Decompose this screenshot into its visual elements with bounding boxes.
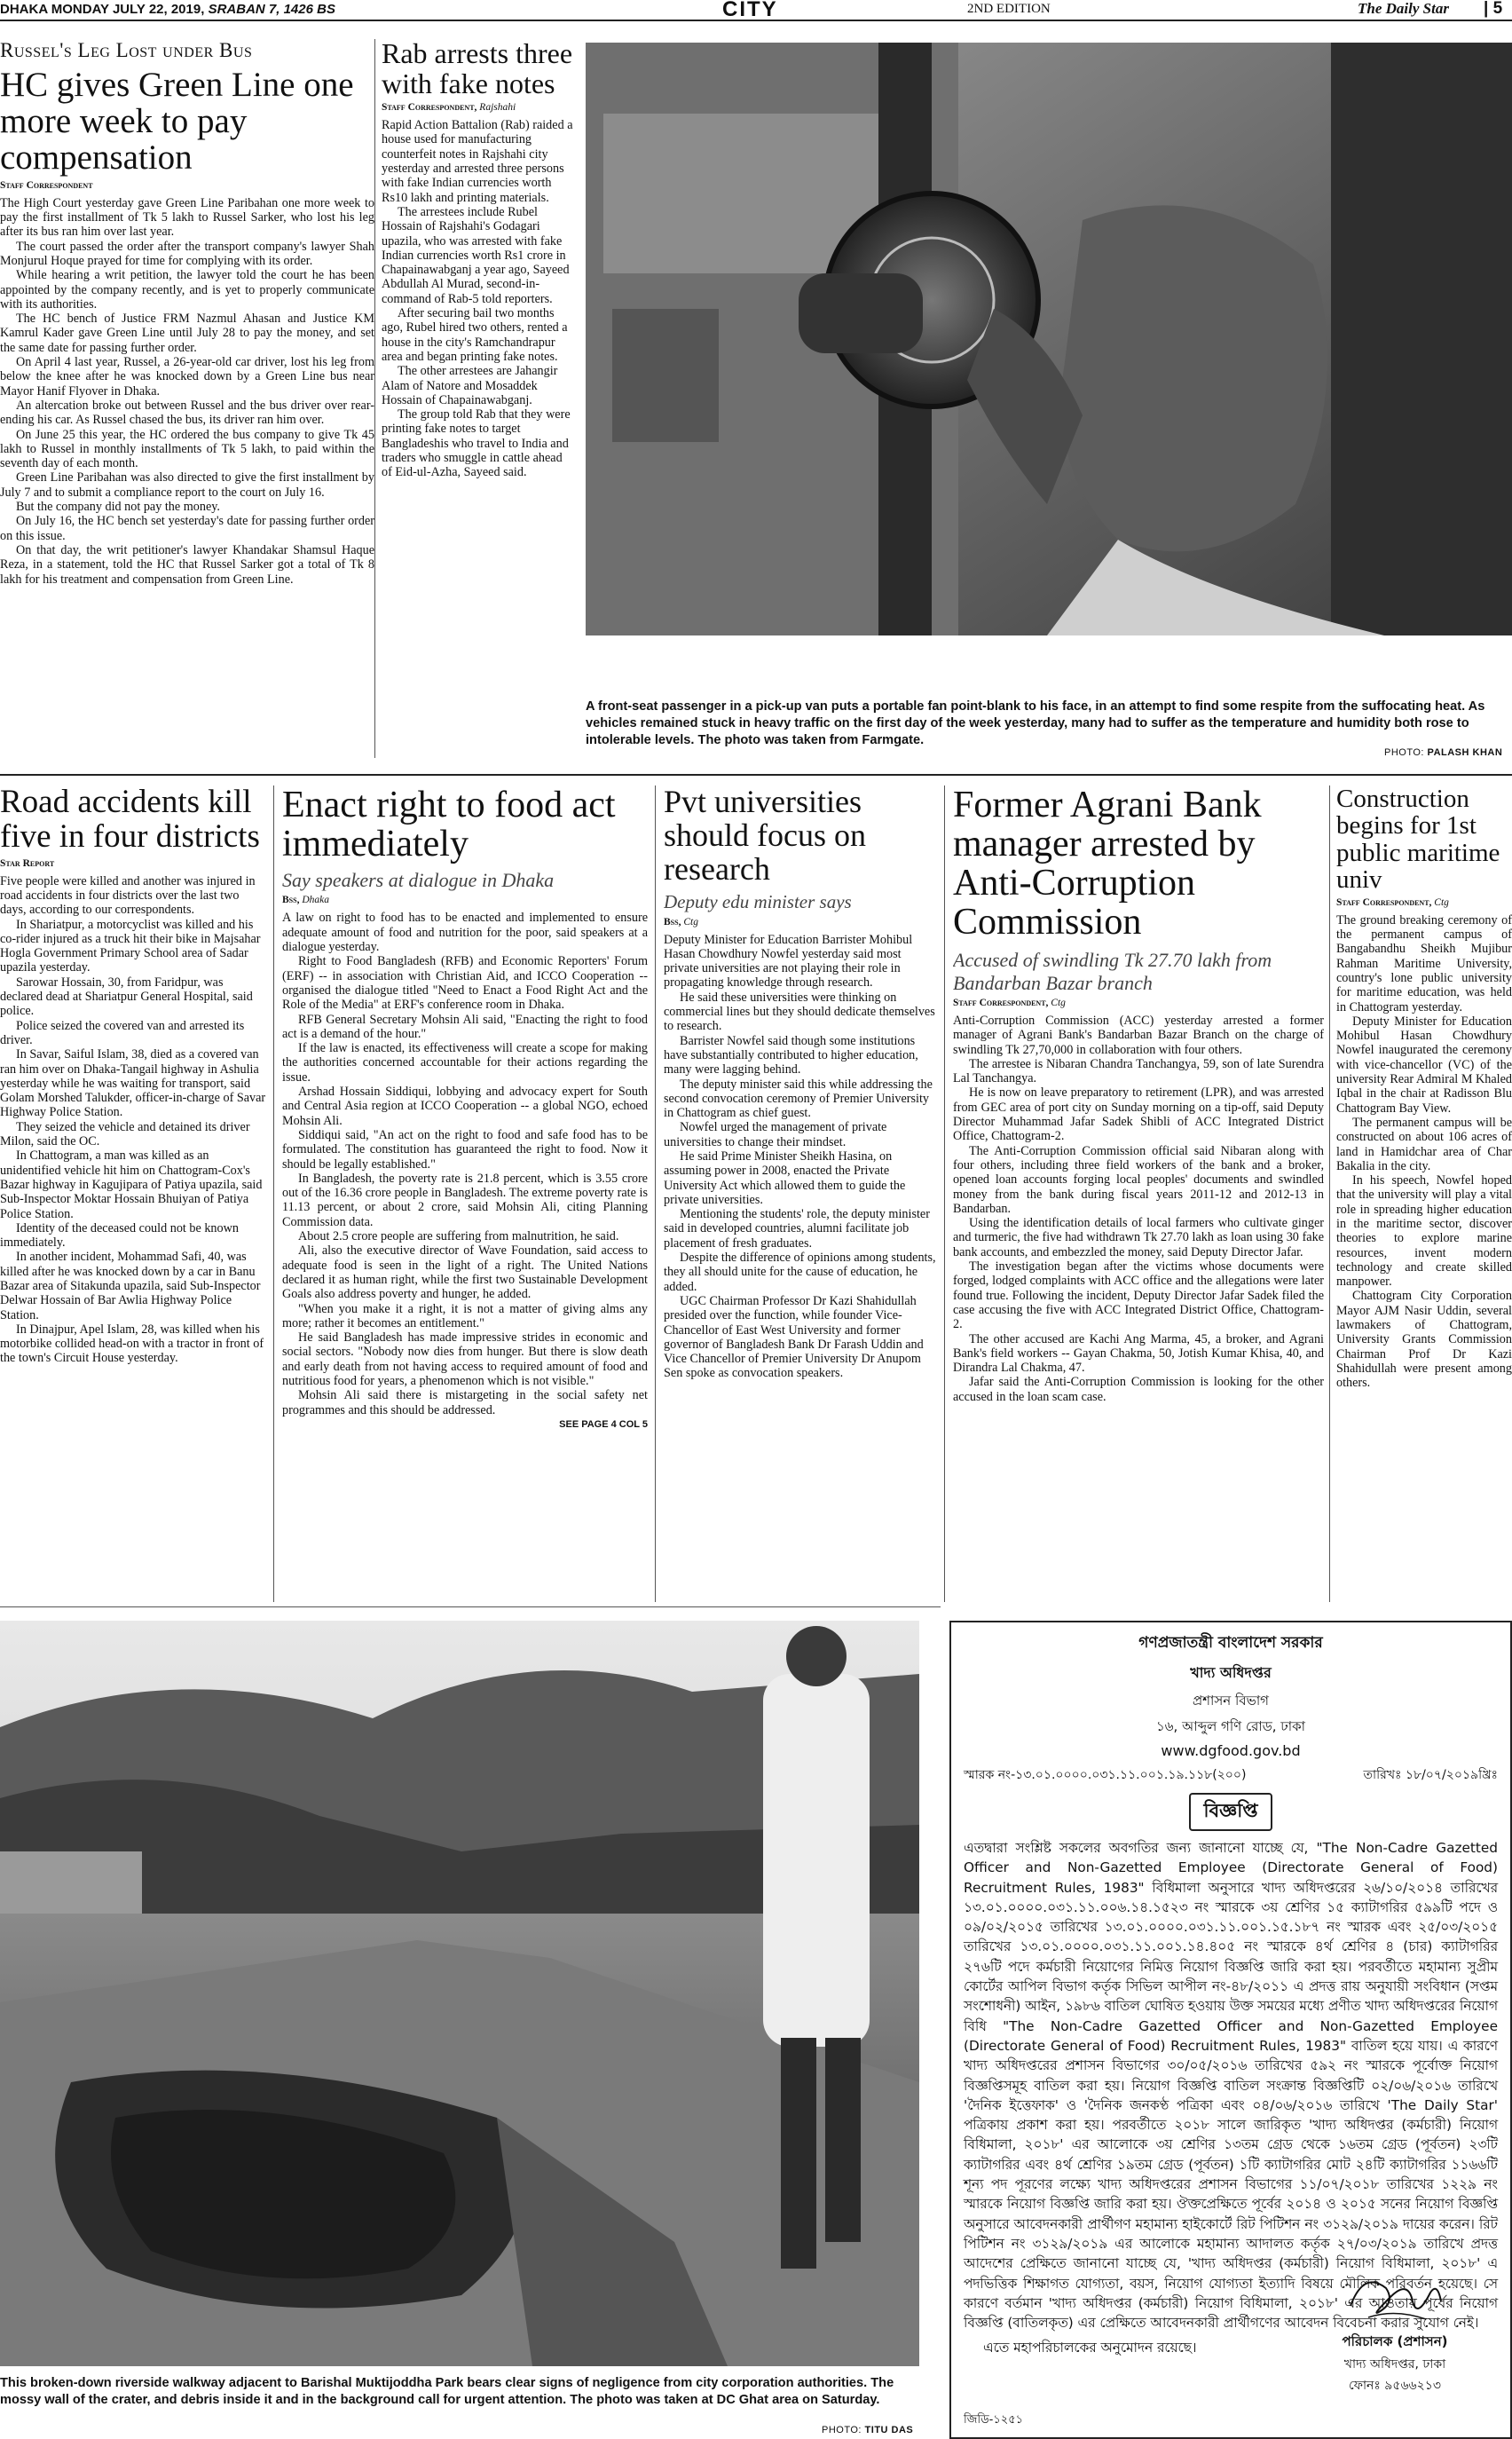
paragraph: The HC bench of Justice FRM Nazmul Ahasan and Justice KM Kamrul Kader gave Green Line until July 28 to pay the money, and set the same date for passing further order. [0, 312, 374, 355]
ad-body: এতদ্বারা সংশ্লিষ্ট সকলের অবগতির জন্য জানানো যাচ্ছে যে, "The Non-Cadre Gazetted Officer and Non-Gazetted Employee (Directorate General of Food) Recruitment Rules, 1983" বিধিমালা অনুসারে খাদ্য অধিদপ্তরের ২৬/১০/২০১৪ তারিখের ১৩.০১.০০০০.০৩১.১১.০০৬.১৪.১৫২৩ নং স্মারকে ৩য় শ্রেণির ১৫ ক্যাটাগরির ৫৯৯টি পদে ও ০৯/০২/২০১৫ তারিখের ১৩.০১.০০০০.০৩১.১১.০০১.১৫.১৮৭ নং স্মারক এবং ২৫/০৩/২০১৫ তারিখের ১৩.০১.০০০০.০৩১.১১.০০১.১৪.৪০৫ নং স্মারকে ৪র্থ শ্রেণির ৪ (চার) ক্যাটাগরির ২৭৬টি পদে কর্মচারী নিয়োগের নিমিত্ত নিয়োগ বিজ্ঞপ্তি জারি করা হয়। পরবর্তীতে মহামান্য সুপ্রীম কোর্টের আপিল বিভাগ কর্তৃক সিভিল আপীল নং-৪৮/২০১১ এ প্রদত্ত রায় অনুযায়ী সংবিধান (সপ্তম সংশোধনী) আইন, ১৯৮৬ বাতিল ঘোষিত হওয়ায় উক্ত সময়ের মধ্যে প্রণীত খাদ্য অধিদপ্তরের নিয়োগ বিধি "The Non-Cadre Gazetted Officer and Non-Gazetted Employee (Directorate General of Food) Recruitment Rules, 1983" বাতিল হয়ে যায়। এ কারণে খাদ্য অধিদপ্তরের প্রশাসন বিভাগের ৩০/০৫/২০১৬ তারিখের ৫৯২ নং স্মারকে পূর্বোক্ত নিয়োগ বিজ্ঞপ্তিসমূহ বাতিল করা হয়। নিয়োগ বিজ্ঞপ্তি বাতিল সংক্রান্ত বিজ্ঞপ্তিটি ০২/০৬/২০১৬ তারিখে 'দৈনিক ইত্তেফাক' ও 'দৈনিক জনকণ্ঠ পত্রিকা এবং ০৪/০৬/২০১৬ তারিখে 'The Daily Star' পত্রিকায় প্রকাশ করা হয়। পরবর্তীতে ২০১৮ সালে জারিকৃত 'খাদ্য অধিদপ্তর (কর্মচারী) নিয়োগ বিধিমালা, ২০১৮' এর আলোকে ৩য় শ্রেণির ১৩তম গ্রেড থেকে ১৬তম গ্রেড (পূর্বতন) ২৩টি ক্যাটাগরির এবং ৪র্থ শ্রেণির ১৯তম গ্রেড (পূর্বতন) ১টি ক্যাটাগরির মোট ২৪টি ক্যাটাগরির ১১৬৬টি শূন্য পদ পূরণের লক্ষ্যে খাদ্য অধিদপ্তরের প্রশাসন বিভাগের ১১/০৭/২০১৮ তারিখের ১২২৯ নং স্মারকে নিয়োগ বিজ্ঞপ্তি জারি করা হয়। ঔক্তপ্রেক্ষিতে পূর্বের ২০১৪ ও ২০১৫ সনের নিয়োগ বিজ্ঞপ্তি অনুসারে আবেদনকারী প্রার্থীগণ মহামান্য হাইকোর্টে রিট পিটিশন নং ৩১২৯/২০১৯ দায়ের করেন। রিট পিটিশন নং ৩১২৯/২০১৯ এর আলোকে মহামান্য আদালত কর্তৃক ২৭/০৩/২০১৯ তারিখে প্রদত্ত আদেশের প্রেক্ষিতে জানানো যাচ্ছে যে, 'খাদ্য অধিদপ্তর (কর্মচারী) নিয়োগ বিধিমালা, ২০১৮' এ পদভিত্তিক শিক্ষাগত যোগ্যতা, বয়স, নিয়োগ যোগ্যতা ইত্যাদি বিষয়ে মৌলিক পরিবর্তন হয়েছে। সে কারণে বর্তমান 'খাদ্য অধিদপ্তর (কর্মচারী) নিয়োগ বিধিমালা, ২০১৮' এর আওতায় পূর্বের নিয়োগ বিজ্ঞপ্তি (বাতিলকৃত) এর প্রেক্ষিতে আবেদনকারী প্রার্থীগণের আবেদন বিবেচনা করার সুযোগ নেই। [964, 1840, 1499, 2332]
story-pvt-universities [664, 785, 939, 1602]
ad-signature-block [1306, 2266, 1484, 2396]
story-road-accidents [0, 785, 266, 1602]
story-body [664, 933, 939, 1381]
paragraph: On July 16, the HC bench set yesterday's date for passing further order on this issue. [0, 514, 374, 543]
byline: Staff Correspondent [0, 179, 93, 191]
paragraph: Right to Food Bangladesh (RFB) and Economic Reporters' Forum (ERF) -- in association with Christian Aid, and ICCO Cooperation -- organised the dialogue titled "Need to Enact a Food Right Act and the Role of the Media" at ERF's conference room in Dhaka. [282, 954, 648, 1013]
paragraph: In Bangladesh, the poverty rate is 21.8 percent, which is 3.55 crore out of the 16.36 crore people in Bangladesh. The extreme poverty rate is 11.13 percent, or about 2 crore, said Mohsin Ali, citing Planning Commission data. [282, 1171, 648, 1229]
ad-website[interactable]: www.dgfood.gov.bd [1161, 1742, 1301, 1759]
paragraph: Identity of the deceased could not be known immediately. [0, 1220, 239, 1251]
signature-mark [1342, 2266, 1448, 2328]
paragraph: While hearing a writ petition, the lawyer told the court he has been appointed by the company recently, and is yet to properly communicate with its authorities. [0, 268, 374, 312]
paragraph: The permanent campus will be constructed on about 106 acres of land in Hamidchar area of Char Bakalia in the city. [1336, 1115, 1512, 1173]
story-headline: Rab arrests three with fake notes [382, 39, 573, 99]
paragraph: An altercation broke out between Russel and the bus driver over rear-ending his car. As Russel chased the bus, its driver ran him over. [0, 398, 374, 428]
paragraph: They seized the vehicle and detained its driver Milon, said the OC. [0, 1119, 250, 1149]
paragraph: He said Bangladesh has made impressive strides in economic and social sectors. "Nobody now dies from hunger. But there is slow death and early death from not having access to required amount of food and nutritious food for years, a phenomenon which is not visible." [282, 1330, 648, 1388]
paragraph: Police seized the covered van and arrested its driver. [0, 1018, 245, 1047]
paragraph: The group told Rab that they were printing fake notes to target Bangladeshis who travel to India and traders who smuggle in cattle ahead of Eid-ul-Azha, Sayeed said. [382, 407, 571, 480]
ad-division: প্রশাসন বিভাগ [1192, 1693, 1270, 1709]
section-name: CITY [722, 0, 778, 21]
story-body [1336, 913, 1512, 1391]
paragraph: Five people were killed and another was injured in road accidents in four districts over the last two days, according to our correspondents. [0, 873, 256, 918]
story-subhead: Accused of swindling Tk 27.70 lakh from Bandarban Bazar branch [953, 949, 1272, 994]
ad-signatory: পরিচালক (প্রশাসন) [1342, 2333, 1448, 2349]
paragraph: The arrestees include Rubel Hossain of Rajshahi's Godagari upazila, who was arrested with fake Indian currencies worth Rs1 crore in Chapainawabganj a year ago, Sayeed Abdullah Al Murad, second-in-command of Rab-5 told reporters. [382, 204, 570, 306]
paragraph: In another incident, Mohammad Safi, 40, was killed after he was knocked down by a car in Banu Bazar area of Sitakunda upazila, said Sub-Inspector Delwar Hossain of Bar Awlia Highway Police Station. [0, 1250, 261, 1322]
column-rule [655, 785, 656, 1602]
section-rule [0, 1606, 941, 1607]
byline: Staff Correspondent, Ctg [1336, 896, 1449, 908]
paragraph: On April 4 last year, Russel, a 26-year-old car driver, lost his leg from below the knee after he was knocked down by a Green Line bus near Mayor Hanif Flyover in Dhaka. [0, 355, 374, 399]
story-body [953, 1014, 1324, 1404]
paragraph: Barrister Nowfel said though some institutions have substantially contributed to higher education, many were lagging behind. [664, 1033, 918, 1077]
byline: Bss, Ctg [664, 916, 698, 927]
paragraph: Deputy Minister for Education Mohibul Hasan Chowdhury Nowfel inaugurated the ceremony with vice-chancellor (VC) of the university Rear Admiral M Khaled Iqbal in the chair at Radisson Blu Chattogram Bay View. [1336, 1014, 1512, 1116]
paragraph: He said these universities were thinking on commercial lines but they should dedicate themselves to research. [664, 990, 935, 1034]
paragraph: Siddiqui said, "An act on the right to food and safe food has to be formulated. The constitution has guaranteed the right to food. Now it should be legally established." [282, 1127, 648, 1172]
page-number: | 5 [1484, 0, 1503, 18]
story-body [282, 911, 648, 1417]
paragraph: A law on right to food has to be enacted and implemented to ensure adequate amount of food and nutrition for the poor, said speakers at a dialogue yesterday. [282, 911, 648, 955]
paragraph: He is now on leave preparatory to retirement (LPR), and was arrested from GEC area of port city on Sunday morning on a tip-off, said Deputy Director Muhammad Jafar Sadek Shibli of ACC Integrated District Office, Chattogram-2. [953, 1085, 1324, 1144]
page-header [0, 0, 1512, 21]
story-headline: Construction begins for 1st public maritime univ [1336, 785, 1500, 895]
story-rab-arrests [382, 39, 573, 758]
ad-code: জিডি-১২৫১ [964, 2413, 1024, 2427]
paragraph: He said Prime Minister Sheikh Hasina, on assuming power in 2008, enacted the Private University Act which allowed them to guide the private universities. [664, 1148, 906, 1207]
paragraph: The arrestee is Nibaran Chandra Tanchangya, 59, son of late Surendra Lal Tanchangya. [953, 1056, 1324, 1086]
paragraph: If the law is enacted, its effectiveness will create a scope for making the authorities concerned accountable for their actions regarding the issue. [282, 1041, 648, 1085]
edition: 2ND EDITION [967, 2, 1051, 16]
column-rule [374, 39, 375, 758]
photo-broken-walkway [0, 1621, 919, 2366]
paragraph: The investigation began after the victims whose documents were forged, lodged complaints with ACC office and the allegations were later found true. Following the incident, Deputy Director Jafar Sadek filed the case accusing the five with ACC Integrated District Office, Chattogram-2. [953, 1259, 1324, 1332]
ad-address: ১৬, আব্দুল গণি রোড, ঢাকা [1156, 1718, 1305, 1734]
paragraph: Jafar said the Anti-Corruption Commission is looking for the other accused in the loan scam case. [953, 1375, 1324, 1404]
paragraph: Ali, also the executive director of Wave Foundation, said access to adequate food is seen in the light of a right. The United Nations declared it as human right, while the first two Sustainable Development Goals also address poverty and hunger, he added. [282, 1243, 648, 1302]
ad-memo: স্মারক নং-১৩.০১.০০০০.০৩১.১১.০০১.১৯.১১৮(২০০) [964, 1768, 1247, 1782]
paragraph: Green Line Paribahan was also directed to give the first installment by July 7 and to submit a compliance report to the court on July 16. [0, 470, 374, 500]
column-rule [944, 785, 945, 1602]
story-headline: Road accidents kill five in four districts [0, 785, 260, 855]
ad-department: খাদ্য অধিদপ্তর [1190, 1664, 1272, 1681]
paragraph: Despite the difference of opinions among students, they all should unite for the cause of education, he added. [664, 1251, 936, 1294]
paragraph: UGC Chairman Professor Dr Kazi Shahidullah presided over the function, while founder Vice-Chancellor of East West University and former governor of Bangladesh Bank Dr Farash Uddin and Vice Chancellor of Premier University Dr Anupom Sen spoke as convocation speakers. [664, 1293, 924, 1381]
section-rule [0, 774, 1512, 776]
paragraph: About 2.5 crore people are suffering from malnutrition, he said. [298, 1229, 619, 1244]
ad-memo-row [951, 1759, 1510, 1786]
photo-fan-passenger [586, 43, 1512, 635]
paragraph: Using the identification details of local farmers who cultivate ginger and turmeric, the five had withdrawn Tk 27.70 lakh as loan using 30 fake bank accounts, and embezzled the money, said Deputy Director Jafar. [953, 1216, 1324, 1259]
story-body [382, 118, 573, 479]
paragraph: Nowfel urged the management of private universities to change their mindset. [664, 1120, 887, 1149]
continued-link[interactable]: SEE PAGE 4 COL 5 [559, 1418, 648, 1430]
story-right-to-food [282, 785, 648, 1602]
dateline: DHAKA MONDAY JULY 22, 2019, SRABAN 7, 1426 BS [0, 2, 335, 17]
paragraph: Mentioning the students' role, the deputy minister said in developed countries, alumni facilitate job placement of fresh graduates. [664, 1207, 930, 1251]
story-headline: HC gives Green Line one more week to pay compensation [0, 66, 354, 177]
govt-notice-advert [949, 1621, 1512, 2439]
story-agrani-bank [953, 785, 1324, 1602]
story-body [0, 196, 374, 587]
paragraph: In Chattogram, a man was killed as an unidentified vehicle hit him on Chattogram-Cox's Bazar highway in Kagujipara of Patiya upazila, said Sub-Inspector Moktar Hossain Bhuiyan of Patiya Police Station. [0, 1148, 263, 1221]
paragraph: In Savar, Saiful Islam, 38, died as a covered van ran him over on Dhaka-Tangail highway in Ashulia yesterday while he was waiting for transport, said Golam Morshed Talukder, officer-in-charge of Savar Highway Police Station. [0, 1047, 266, 1120]
paragraph: But the company did not pay the money. [16, 500, 220, 515]
story-headline: Pvt universities should focus on research [664, 785, 866, 887]
paragraph: On that day, the writ petitioner's lawyer Khandakar Shamsul Haque Reza, in a statement, told the HC that Russel Sarker got a total of Tk 8 lakh for his treatment and compensation from Green Line. [0, 542, 374, 587]
paragraph: Arshad Hossain Siddiqui, lobbying and advocacy expert for South and Central Asia region at ICCO Cooperation -- a global NGO, echoed Mohsin Ali. [282, 1085, 648, 1128]
paragraph: The other arrestees are Jahangir Alam of Natore and Mosaddek Hossain of Chapainawabganj. [382, 364, 558, 407]
paragraph: On June 25 this year, the HC ordered the bus company to give Tk 45 lakh to Russel in monthly installments of Tk 5 lakh, to paid within the seventh day of each month. [0, 427, 374, 471]
story-green-line [0, 39, 374, 758]
ad-signatory-dept: খাদ্য অধিদপ্তর, ঢাকা [1343, 2357, 1446, 2372]
column-rule [1329, 785, 1330, 1602]
byline: Staff Correspondent, Ctg [953, 997, 1066, 1008]
paragraph: Chattogram City Corporation Mayor AJM Nasir Uddin, several lawmakers of Chattogram, University Grants Commission Chairman Prof Dr Kazi Shahidullah were present among others. [1336, 1289, 1512, 1391]
story-subhead: Deputy edu minister says [664, 891, 852, 913]
paragraph: In Shariatpur, a motorcyclist was killed and his co-rider injured as a truck hit their bike in Majsahar Hogla Government Primary School area of Sadar upazila yesterday. [0, 917, 261, 975]
paragraph: Rapid Action Battalion (Rab) raided a house used for manufacturing counterfeit notes in Rajshahi city yesterday and arrested three persons with fake Indian currencies worth Rs10 lakh and printing materials. [382, 118, 573, 205]
story-maritime-univ [1336, 785, 1512, 1602]
masthead-logo: The Daily Star [1358, 0, 1449, 17]
paragraph: Mohsin Ali said there is mistargeting in the social safety net programmes and this should be addressed. [282, 1388, 648, 1417]
ad-date: তারিখঃ ১৮/০৭/২০১৯খ্রিঃ [1363, 1768, 1498, 1782]
photo-caption: This broken-down riverside walkway adjacent to Barishal Muktijoddha Park bears clear signs of negligence from city corporation authorities. The mossy wall of the crater, and debris inside it and in the background call for urgent attention. The photo was taken at DC Ghat area on Saturday. [0, 2376, 894, 2407]
paragraph: "When you make it a right, it is not a matter of giving alms any more; rather it becomes an entitlement." [282, 1301, 648, 1330]
paragraph: After securing bail two months ago, Rubel hired two others, rented a house in the city's Ramchandrapur area and began printing fake notes. [382, 306, 568, 364]
paragraph: RFB General Secretary Mohsin Ali said, "Enacting the right to food act is a demand of the hour." [282, 1012, 648, 1041]
ad-title: বিজ্ঞপ্তি [1189, 1793, 1272, 1831]
paragraph: The High Court yesterday gave Green Line Paribahan one more week to pay the first installment of Tk 5 lakh to Russel Sarker, who lost his leg after its bus ran him over last year. [0, 195, 374, 240]
photo-caption: A front-seat passenger in a pick-up van puts a portable fan point-blank to his face, in an attempt to find some respite from the suffocating heat. As vehicles remained stuck in heavy traffic on the first day of the week yesterday, many had to suffer as the temperature and humidity both rose to intolerable levels. The photo was taken from Farmgate. [586, 699, 1485, 747]
story-kicker: Russel's Leg Lost under Bus [0, 39, 253, 61]
photo-credit: PHOTO: PALASH KHAN [1384, 747, 1503, 758]
story-body [0, 874, 266, 1366]
photo-credit: PHOTO: TITU DAS [822, 2425, 914, 2435]
paragraph: The other accused are Kachi Ang Marma, 45, a broker, and Agrani Bank's field workers -- Gayan Chakma, 50, Jotish Kumar Khisa, 40, and Dirandra Lal Chakma, 47. [953, 1331, 1324, 1376]
byline: Bss, Dhaka [282, 895, 329, 906]
byline: Staff Correspondent, Rajshahi [382, 102, 516, 114]
paragraph: The court passed the order after the transport company's lawyer Shah Monjurul Hoque prayed for time for complying with its order. [0, 239, 374, 268]
paragraph: The deputy minister said this while addressing the second convocation ceremony of Premier University in Chattogram as chief guest. [664, 1077, 933, 1121]
story-subhead: Say speakers at dialogue in Dhaka [282, 869, 555, 892]
paragraph: The Anti-Corruption Commission official said Nibaran along with four others, including three field workers of the bank and a broker, opened loan accounts forging local peoples' documents and swindled money from the bank during fiscal years 2011-12 and 2012-13 in Bandarban. [953, 1143, 1324, 1216]
ad-government: গণপ্রজাতন্ত্রী বাংলাদেশ সরকার [1138, 1634, 1323, 1652]
ad-phone: ফোনঃ ৯৫৬৬২১৩ [1349, 2379, 1441, 2393]
paragraph: In his speech, Nowfel hoped that the university will play a vital role in spreading higher education in the maritime sector, discover theories to explore marine resources, invent modern technology and create skilled manpower. [1336, 1173, 1512, 1290]
ad-approval: এতে মহাপরিচালকের অনুমোদন রয়েছে। [983, 2340, 1197, 2356]
byline: Star Report [0, 857, 55, 869]
paragraph: The ground breaking ceremony of the permanent campus of Bangabandhu Sheikh Mujibur Rahman Maritime University, country's lone public university for maritime education, was held in Chattogram yesterday. [1336, 912, 1512, 1014]
story-headline: Enact right to food act immediately [282, 785, 616, 865]
paragraph: In Dinajpur, Apel Islam, 28, was killed when his motorbike collided head-on with a tractor in front of the town's Circuit House yesterday. [0, 1322, 264, 1366]
column-rule [273, 785, 274, 1602]
paragraph: Deputy Minister for Education Barrister Mohibul Hasan Chowdhury Nowfel yesterday said most private universities are not playing their role in propagating knowledge through research. [664, 932, 913, 991]
paragraph: Anti-Corruption Commission (ACC) yesterday arrested a former manager of Agrani Bank's Bandarban Bazar Branch on the charge of swindling Tk 27,70,000 in collaboration with four others. [953, 1013, 1324, 1057]
paragraph: Sarowar Hossain, 30, from Faridpur, was declared dead at Shariatpur General Hospital, said police. [0, 975, 253, 1019]
story-headline: Former Agrani Bank manager arrested by Anti-Corruption Commission [953, 785, 1262, 943]
ad-title-wrap [951, 1793, 1510, 1831]
